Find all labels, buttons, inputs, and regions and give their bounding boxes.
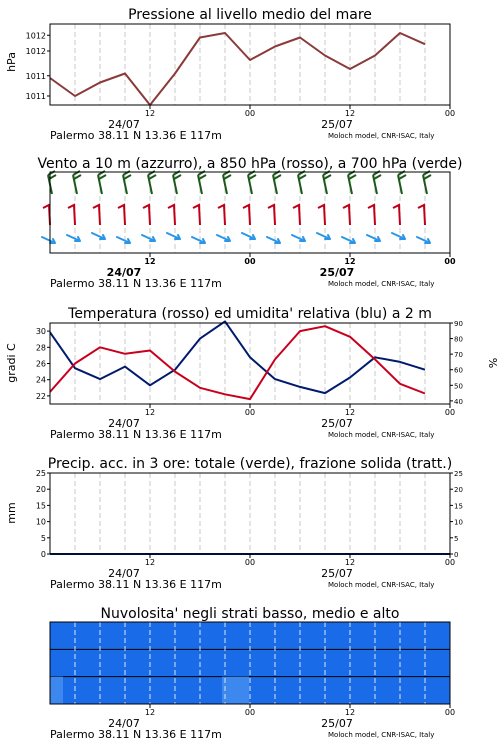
y-tick-label-right: 70: [454, 351, 463, 360]
y-tick-label: 24: [35, 375, 46, 385]
y-tick-label: 26: [35, 359, 46, 369]
x-tick-label: 00: [444, 558, 456, 567]
x-tick-label: 00: [444, 257, 456, 266]
model-credit: Moloch model, CNR-ISAC, Italy: [328, 132, 435, 140]
model-credit: Moloch model, CNR-ISAC, Italy: [328, 431, 435, 439]
y-tick-label-right: 90: [454, 320, 463, 328]
x-tick-label: 12: [144, 708, 156, 717]
x-tick-label: 12: [344, 408, 356, 417]
location-label: Palermo 38.11 N 13.36 E 117m: [50, 277, 222, 290]
y-tick-label: 30: [35, 327, 46, 337]
model-credit: Moloch model, CNR-ISAC, Italy: [328, 731, 435, 739]
y-tick-label: 20: [35, 485, 46, 495]
date-label: 24/07: [108, 417, 140, 430]
y-tick-label-right: 25: [454, 470, 463, 478]
y-tick-label: 15: [35, 501, 46, 511]
x-tick-label: 00: [244, 257, 256, 266]
date-label: 24/07: [106, 266, 142, 279]
temp-ylabel: gradi C: [5, 343, 18, 383]
y-tick-label: 1012: [25, 31, 46, 41]
date-label: 24/07: [108, 118, 140, 131]
y-tick-label-right: 20: [454, 486, 463, 495]
y-tick-label: 1011: [25, 92, 46, 101]
model-credit: Moloch model, CNR-ISAC, Italy: [328, 581, 435, 589]
y-tick-label: 10: [35, 517, 46, 527]
y-tick-label-right: 60: [454, 366, 463, 375]
y-tick-label-right: 40: [454, 397, 463, 406]
precip-title: Precip. acc. in 3 ore: totale (verde), frazione solida (tratt.): [47, 456, 453, 472]
date-label: 25/07: [321, 118, 353, 131]
pressure-title: Pressione al livello medio del mare: [128, 7, 372, 23]
date-label: 25/07: [321, 567, 353, 580]
x-tick-label: 00: [244, 109, 256, 118]
y-tick-label-right: 15: [454, 502, 463, 511]
date-label: 25/07: [319, 266, 355, 279]
x-tick-label: 12: [344, 708, 356, 717]
rh-ylabel: %: [486, 357, 499, 369]
date-label: 24/07: [108, 717, 140, 730]
x-tick-label: 12: [144, 109, 156, 118]
y-tick-label-right: 50: [454, 382, 463, 391]
location-label: Palermo 38.11 N 13.36 E 117m: [50, 129, 222, 142]
x-tick-label: 12: [144, 408, 156, 417]
y-tick-label: 1012: [25, 47, 46, 56]
cloud-cell-light: [50, 677, 63, 704]
cloud-cell-light: [222, 677, 249, 704]
location-label: Palermo 38.11 N 13.36 E 117m: [50, 428, 222, 441]
x-tick-label: 12: [344, 257, 356, 266]
y-tick-label: 0: [40, 550, 46, 559]
y-tick-label: 5: [40, 533, 46, 543]
cloud-title: Nuvolosita' negli strati basso, medio e alto: [100, 606, 400, 622]
x-tick-label: 00: [244, 558, 256, 567]
wind-title: Vento a 10 m (azzurro), a 850 hPa (rosso), a 700 hPa (verde): [37, 156, 463, 172]
y-tick-label-right: 5: [454, 534, 459, 543]
x-tick-label: 00: [444, 109, 456, 118]
date-label: 25/07: [321, 417, 353, 430]
x-tick-label: 12: [344, 109, 356, 118]
y-tick-label-right: 0: [454, 551, 459, 559]
date-label: 24/07: [108, 567, 140, 580]
x-tick-label: 00: [244, 708, 256, 717]
y-tick-label-right: 10: [454, 518, 463, 527]
x-tick-label: 00: [444, 408, 456, 417]
x-tick-label: 12: [144, 558, 156, 567]
y-tick-label: 22: [35, 391, 46, 401]
x-tick-label: 12: [144, 257, 156, 266]
model-credit: Moloch model, CNR-ISAC, Italy: [328, 280, 435, 288]
pressure-ylabel: hPa: [5, 52, 18, 72]
y-tick-label-right: 80: [454, 335, 463, 344]
y-tick-label: 1011: [25, 71, 46, 81]
y-tick-label: 28: [35, 343, 46, 353]
y-tick-label: 25: [35, 469, 46, 478]
x-tick-label: 00: [444, 708, 456, 717]
x-tick-label: 00: [244, 408, 256, 417]
x-tick-label: 12: [344, 558, 356, 567]
temp-rh-title: Temperatura (rosso) ed umidita' relativa (blu) a 2 m: [68, 306, 432, 322]
date-label: 25/07: [321, 717, 353, 730]
precip-ylabel: mm: [5, 502, 18, 524]
location-label: Palermo 38.11 N 13.36 E 117m: [50, 578, 222, 591]
location-label: Palermo 38.11 N 13.36 E 117m: [50, 728, 222, 741]
